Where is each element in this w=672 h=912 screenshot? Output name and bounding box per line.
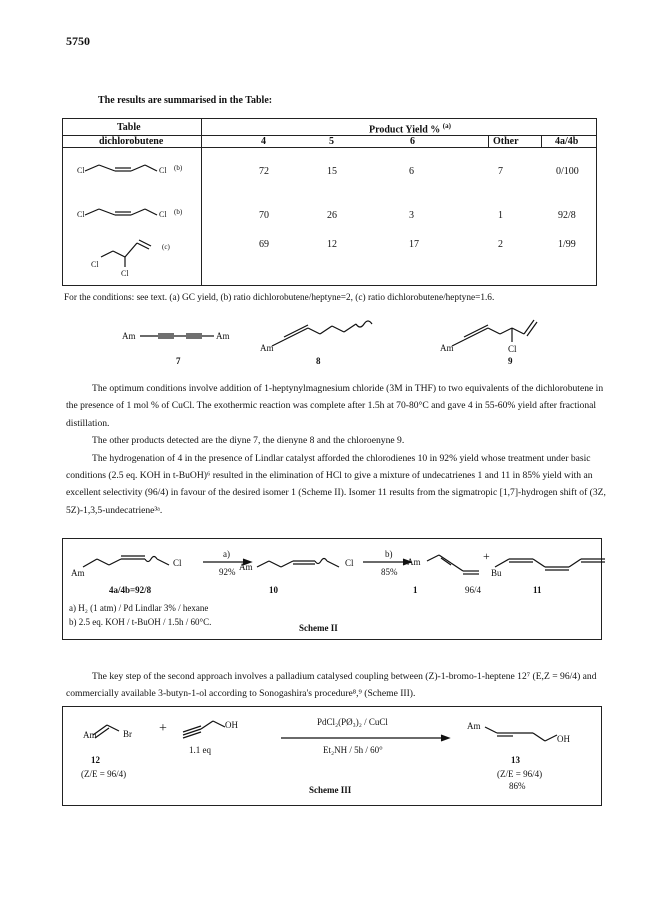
row-note: (b) [174, 164, 183, 172]
structure-row1 [77, 157, 207, 187]
table-cell: 72 [259, 166, 269, 177]
cl-label: Cl [159, 210, 167, 219]
compound-7-structure [138, 331, 218, 341]
page-number: 5750 [66, 34, 90, 48]
col-header: Other [493, 136, 519, 147]
table-cell: 6 [409, 166, 414, 177]
table-cell: 17 [409, 239, 419, 250]
reagent-top: PdCl₂(PØ₃)₂ / CuCl [317, 717, 388, 727]
paragraph: The key step of the second approach involves a palladium catalysed coupling between (Z)-1-bromo-1-heptene 12⁷ (E,Z = 96/4) and commercially available 3-butyn-1-ol according to Sonogashira's procedure⁸,⁹ (Scheme III). [66, 671, 597, 700]
table-cell: 69 [259, 239, 269, 250]
ratio-label: 4a/4b=92/8 [109, 585, 152, 595]
col-header: 4 [261, 136, 266, 147]
condition-b: b) 2.5 eq. KOH / t-BuOH / 1.5h / 60°C. [69, 617, 212, 627]
step-b: b) [385, 549, 393, 559]
compound-9-label: 9 [508, 356, 513, 366]
compound-8-structure [268, 314, 378, 354]
arrow-c [281, 735, 451, 741]
br-label: Br [123, 729, 132, 739]
cl-label: Cl [508, 344, 517, 354]
body-text [66, 380, 606, 519]
table-rule [488, 135, 489, 147]
arrow-b [363, 559, 413, 565]
am-label: Am [83, 730, 97, 740]
yield-b: 85% [381, 567, 398, 577]
step-a: a) [223, 549, 230, 559]
am-label: Am [467, 721, 481, 731]
results-table [62, 118, 597, 286]
cl-label: Cl [121, 269, 129, 278]
col-header: 5 [329, 136, 334, 147]
body-text-2 [66, 668, 606, 703]
am-label: Am [216, 331, 230, 341]
compound-7-label: 7 [176, 356, 181, 366]
cl-label: Cl [77, 166, 85, 175]
cl-label: Cl [159, 166, 167, 175]
table-cell: 92/8 [558, 210, 576, 221]
paragraph: The hydrogenation of 4 in the presence of Lindlar catalyst afforded the chlorodienes 10 in 92% yield whose treatment under basic conditions (2.5 eq. KOH in t-BuOH)⁶ resulted in the elimination of HCl to give a mixture of undecatrienes 1 and 11 in 85% yield with an excellent selectivity (96/4) in favour of the desired isomer 1 (Scheme II). Isomer 11 results from the sigmatropic [1,7]-hydrogen shift of (3Z, 5Z)-1,3,5-undecatriene³ᵃ. [66, 452, 606, 516]
table-cell: 7 [498, 166, 503, 177]
compound-10-structure [253, 549, 373, 579]
compound-1-label: 1 [413, 585, 418, 595]
reagent-bottom: Et₂NH / 5h / 60° [323, 745, 383, 755]
compound-13-label: 13 [511, 755, 520, 765]
structure-row3 [93, 233, 223, 273]
col-header: 4a/4b [555, 136, 579, 147]
oh-label: OH [557, 734, 570, 744]
equivalents: 1.1 eq [189, 745, 211, 755]
table-cell: 2 [498, 239, 503, 250]
group-header: Product Yield % $^{(a)}$ [369, 122, 451, 136]
am-label: Am [407, 557, 421, 567]
compound-13-yield: 86% [509, 781, 526, 791]
compound-4-structure [73, 549, 213, 579]
am-label: Am [122, 331, 136, 341]
structure-row2 [77, 201, 207, 231]
table-rule [63, 147, 596, 148]
compound-10-label: 10 [269, 585, 278, 595]
scheme-2-title: Scheme II [299, 623, 338, 633]
cl-label: Cl [91, 260, 99, 269]
table-rule [541, 135, 542, 147]
yield-a: 92% [219, 567, 236, 577]
bu-label: Bu [491, 568, 502, 578]
compound-11-label: 11 [533, 585, 542, 595]
conditions-note: For the conditions: see text. (a) GC yield, (b) ratio dichlorobutene/heptyne=2, (c) ratio dichlorobutene/heptyne=1.6. [64, 293, 495, 303]
am-label: Am [71, 568, 85, 578]
table-cell: 1/99 [558, 239, 576, 250]
row-note: (b) [174, 208, 183, 216]
am-label: Am [239, 562, 253, 572]
table-cell: 12 [327, 239, 337, 250]
cl-label: Cl [77, 210, 85, 219]
ratio-1-11: 96/4 [465, 585, 482, 595]
compound-13-ratio: (Z/E = 96/4) [497, 769, 543, 779]
scheme-3-box [62, 706, 602, 806]
table-cell: 0/100 [556, 166, 579, 177]
table-cell: 70 [259, 210, 269, 221]
plus-sign: + [483, 549, 490, 563]
scheme-3-title: Scheme III [309, 785, 352, 795]
compound-11-structure [489, 549, 619, 579]
plus-sign: + [159, 721, 167, 736]
table-cell: 26 [327, 210, 337, 221]
row-note: (c) [162, 243, 170, 251]
am-label: Am [440, 343, 454, 353]
scheme-2-box [62, 538, 602, 640]
col-header: 6 [410, 136, 415, 147]
oh-label: OH [225, 720, 238, 730]
am-label: Am [260, 343, 274, 353]
compound-9-structure [448, 310, 558, 360]
condition-a: a) H₂ (1 atm) / Pd Lindlar 3% / hexane [69, 603, 209, 613]
table-cell: 3 [409, 210, 414, 221]
paragraph: The other products detected are the diyne 7, the dienyne 8 and the chloroenyne 9. [92, 435, 405, 447]
col-header: dichlorobutene [99, 136, 164, 147]
cl-label: Cl [345, 558, 354, 568]
compound-8-label: 8 [316, 356, 321, 366]
paragraph: The optimum conditions involve addition of 1-heptynylmagnesium chloride (3M in THF) to two equivalents of the dichlorobutene in the presence of 1 mol % of CuCl. The exothermic reaction was complete after 1.5h at 70-80°C and gave 4 in 55-60% yield after fractional distillation. [66, 383, 604, 429]
compound-12-label: 12 [91, 755, 100, 765]
compound-12-ratio: (Z/E = 96/4) [81, 769, 127, 779]
table-title: Table [117, 122, 141, 133]
cl-label: Cl [173, 558, 182, 568]
table-cell: 15 [327, 166, 337, 177]
intro-line: The results are summarised in the Table: [98, 95, 273, 106]
table-cell: 1 [498, 210, 503, 221]
